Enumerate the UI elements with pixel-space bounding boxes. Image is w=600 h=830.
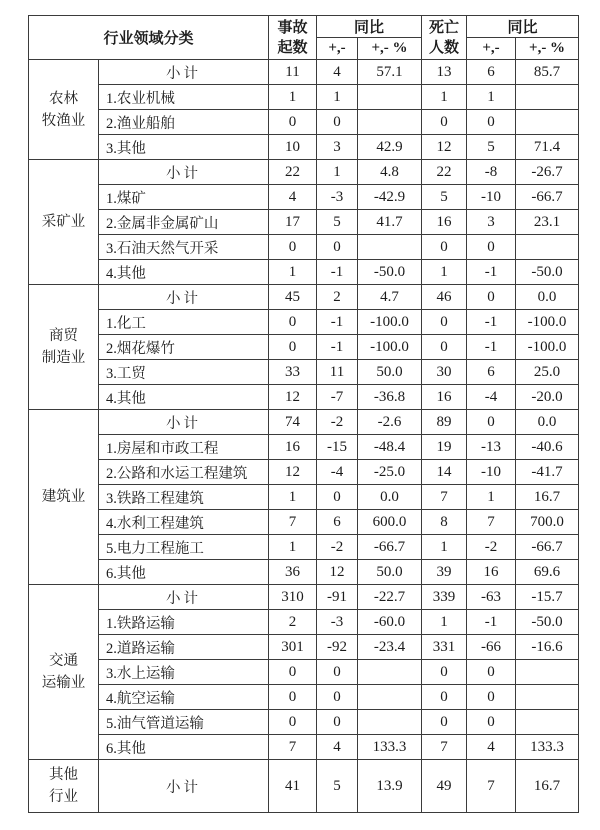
value-cell: 133.3 (516, 735, 579, 760)
value-cell (358, 660, 422, 685)
value-cell: 4.8 (358, 160, 422, 185)
value-cell: 1 (467, 85, 516, 110)
value-cell: 0 (269, 110, 317, 135)
header-accident-count (269, 16, 317, 60)
industry-group-label (29, 160, 99, 285)
industry-group-label-line: 运输业 (41, 675, 86, 691)
subtotal-label: 小计 (99, 285, 269, 310)
value-cell: 85.7 (516, 60, 579, 85)
value-cell: 6 (467, 60, 516, 85)
value-cell: -10 (467, 185, 516, 210)
value-cell: 12 (422, 135, 467, 160)
value-cell: 0 (269, 685, 317, 710)
value-cell: 0 (317, 660, 358, 685)
table-row (29, 235, 579, 260)
header-accidents-change: +,- (317, 38, 358, 60)
value-cell: 0 (467, 235, 516, 260)
value-cell: -63 (467, 585, 516, 610)
value-cell: -23.4 (358, 635, 422, 660)
industry-group-label-line: 制造业 (41, 350, 86, 366)
header-death-count-line1: 死亡 (429, 19, 460, 36)
value-cell: 0 (422, 110, 467, 135)
value-cell: 301 (269, 635, 317, 660)
value-cell: 4 (317, 735, 358, 760)
value-cell: 7 (269, 510, 317, 535)
value-cell: 700.0 (516, 510, 579, 535)
subcategory-label: 2.公路和水运工程建筑 (99, 460, 269, 485)
industry-accident-stats-table (28, 15, 579, 813)
table-row (29, 260, 579, 285)
header-deaths-change: +,- (467, 38, 516, 60)
value-cell: -4 (317, 460, 358, 485)
value-cell: 1 (269, 535, 317, 560)
industry-group-label (29, 760, 99, 813)
industry-group-label-line: 农林 (49, 90, 78, 107)
value-cell: 0.0 (516, 285, 579, 310)
value-cell: -100.0 (516, 310, 579, 335)
value-cell: 5 (422, 185, 467, 210)
value-cell: -41.7 (516, 460, 579, 485)
value-cell: -66.7 (358, 535, 422, 560)
value-cell: 1 (269, 85, 317, 110)
subtotal-label: 小计 (99, 60, 269, 85)
value-cell: -1 (467, 335, 516, 360)
subcategory-label: 3.石油天然气开采 (99, 235, 269, 260)
value-cell: 1 (422, 85, 467, 110)
subcategory-label: 4.其他 (99, 260, 269, 285)
subcategory-label: 6.其他 (99, 735, 269, 760)
value-cell: -50.0 (358, 260, 422, 285)
header-yoy-accidents: 同比 (317, 16, 422, 38)
value-cell: -15.7 (516, 585, 579, 610)
value-cell: 41.7 (358, 210, 422, 235)
table-row (29, 285, 579, 310)
subcategory-label: 1.煤矿 (99, 185, 269, 210)
value-cell: 49 (422, 760, 467, 813)
value-cell: 71.4 (516, 135, 579, 160)
header-death-count (422, 16, 467, 60)
table-row (29, 635, 579, 660)
value-cell: 16.7 (516, 760, 579, 813)
value-cell: 2 (317, 285, 358, 310)
value-cell: -7 (317, 385, 358, 410)
header-accidents-change-pct: +,- % (358, 38, 422, 60)
value-cell: -50.0 (516, 610, 579, 635)
subtotal-label: 小计 (99, 585, 269, 610)
value-cell: 16 (422, 385, 467, 410)
industry-group-label-line: 牧渔业 (41, 112, 86, 129)
value-cell: 50.0 (358, 560, 422, 585)
value-cell: 7 (422, 735, 467, 760)
value-cell: 0.0 (358, 485, 422, 510)
value-cell: 0 (422, 235, 467, 260)
subcategory-label: 5.油气管道运输 (99, 710, 269, 735)
table-row (29, 385, 579, 410)
value-cell: 19 (422, 435, 467, 460)
subcategory-label: 1.房屋和市政工程 (99, 435, 269, 460)
value-cell: 11 (317, 360, 358, 385)
value-cell: 5 (317, 210, 358, 235)
table-row (29, 185, 579, 210)
value-cell: -36.8 (358, 385, 422, 410)
header-death-count-line2: 人数 (429, 39, 460, 56)
value-cell: 36 (269, 560, 317, 585)
industry-group-label-line: 采矿业 (41, 214, 86, 230)
value-cell: 0 (269, 235, 317, 260)
subcategory-label: 1.化工 (99, 310, 269, 335)
value-cell: -2.6 (358, 410, 422, 435)
table-header (29, 16, 579, 60)
value-cell: 3 (467, 210, 516, 235)
value-cell: 4 (467, 735, 516, 760)
industry-group-label-line: 商贸 (49, 328, 78, 344)
value-cell: -40.6 (516, 435, 579, 460)
value-cell: 7 (467, 760, 516, 813)
value-cell: -1 (467, 610, 516, 635)
value-cell: -91 (317, 585, 358, 610)
value-cell: 6 (467, 360, 516, 385)
value-cell: 25.0 (516, 360, 579, 385)
subcategory-label: 3.水上运输 (99, 660, 269, 685)
table-row (29, 60, 579, 85)
value-cell: 4 (269, 185, 317, 210)
value-cell: 0 (467, 660, 516, 685)
value-cell: 0 (269, 310, 317, 335)
value-cell: 0 (317, 685, 358, 710)
value-cell: 5 (467, 135, 516, 160)
value-cell: 3 (317, 135, 358, 160)
value-cell: 12 (269, 460, 317, 485)
table-row (29, 735, 579, 760)
subcategory-label: 6.其他 (99, 560, 269, 585)
table-row (29, 660, 579, 685)
value-cell: 1 (422, 535, 467, 560)
value-cell: 0 (467, 110, 516, 135)
value-cell: 13.9 (358, 760, 422, 813)
value-cell: -100.0 (358, 335, 422, 360)
value-cell: 8 (422, 510, 467, 535)
value-cell: -3 (317, 610, 358, 635)
value-cell: 0 (422, 335, 467, 360)
header-accident-count-line2: 起数 (277, 39, 308, 56)
value-cell: 39 (422, 560, 467, 585)
value-cell: -50.0 (516, 260, 579, 285)
value-cell: -16.6 (516, 635, 579, 660)
header-yoy-deaths: 同比 (467, 16, 579, 38)
value-cell: 89 (422, 410, 467, 435)
value-cell: -48.4 (358, 435, 422, 460)
value-cell (516, 710, 579, 735)
value-cell: 33 (269, 360, 317, 385)
table-row (29, 160, 579, 185)
value-cell: -66.7 (516, 185, 579, 210)
value-cell: 0 (467, 710, 516, 735)
value-cell: 22 (269, 160, 317, 185)
table-row (29, 460, 579, 485)
value-cell: 74 (269, 410, 317, 435)
value-cell: -3 (317, 185, 358, 210)
table-body (29, 60, 579, 813)
value-cell (516, 85, 579, 110)
value-cell: -1 (467, 260, 516, 285)
value-cell: 5 (317, 760, 358, 813)
table-row (29, 360, 579, 385)
value-cell: 0 (467, 285, 516, 310)
value-cell: 6 (317, 510, 358, 535)
table-row (29, 485, 579, 510)
value-cell: -92 (317, 635, 358, 660)
subcategory-label: 1.农业机械 (99, 85, 269, 110)
value-cell: 339 (422, 585, 467, 610)
value-cell (358, 235, 422, 260)
table-row (29, 85, 579, 110)
table-row (29, 210, 579, 235)
subcategory-label: 2.烟花爆竹 (99, 335, 269, 360)
value-cell (516, 685, 579, 710)
table-row (29, 760, 579, 813)
subcategory-label: 4.航空运输 (99, 685, 269, 710)
value-cell (358, 710, 422, 735)
value-cell: 0 (422, 685, 467, 710)
value-cell: -66 (467, 635, 516, 660)
value-cell (358, 110, 422, 135)
value-cell: -2 (467, 535, 516, 560)
subcategory-label: 2.道路运输 (99, 635, 269, 660)
industry-group-label-line: 交通 (49, 653, 78, 669)
value-cell: 0 (467, 410, 516, 435)
value-cell: -100.0 (516, 335, 579, 360)
value-cell: -1 (467, 310, 516, 335)
value-cell: -2 (317, 535, 358, 560)
subcategory-label: 4.其他 (99, 385, 269, 410)
industry-group-label (29, 60, 99, 160)
value-cell: -66.7 (516, 535, 579, 560)
value-cell: 7 (422, 485, 467, 510)
subcategory-label: 2.金属非金属矿山 (99, 210, 269, 235)
value-cell: 2 (269, 610, 317, 635)
value-cell: 0 (269, 660, 317, 685)
value-cell: 0 (467, 685, 516, 710)
value-cell: 0 (422, 660, 467, 685)
industry-group-label-line: 行业 (49, 789, 78, 805)
value-cell: 10 (269, 135, 317, 160)
table-row (29, 535, 579, 560)
value-cell: 1 (467, 485, 516, 510)
value-cell: 16 (269, 435, 317, 460)
value-cell: 41 (269, 760, 317, 813)
value-cell: -42.9 (358, 185, 422, 210)
value-cell: 30 (422, 360, 467, 385)
header-row-1 (29, 16, 579, 38)
value-cell: -8 (467, 160, 516, 185)
value-cell: 1 (317, 160, 358, 185)
value-cell: 69.6 (516, 560, 579, 585)
subcategory-label: 4.水利工程建筑 (99, 510, 269, 535)
value-cell: 16.7 (516, 485, 579, 510)
value-cell: 22 (422, 160, 467, 185)
value-cell: 1 (269, 260, 317, 285)
subcategory-label: 5.电力工程施工 (99, 535, 269, 560)
value-cell (358, 85, 422, 110)
value-cell: -20.0 (516, 385, 579, 410)
subcategory-label: 3.其他 (99, 135, 269, 160)
header-accident-count-line1: 事故 (277, 19, 308, 36)
value-cell: 4.7 (358, 285, 422, 310)
value-cell: 600.0 (358, 510, 422, 535)
value-cell: 11 (269, 60, 317, 85)
value-cell: 7 (269, 735, 317, 760)
table-row (29, 410, 579, 435)
industry-group-label (29, 585, 99, 760)
value-cell: 23.1 (516, 210, 579, 235)
value-cell: 0 (317, 710, 358, 735)
value-cell: 12 (269, 385, 317, 410)
value-cell: -1 (317, 310, 358, 335)
table-row (29, 435, 579, 460)
industry-group-label-line: 其他 (49, 767, 78, 783)
value-cell: 14 (422, 460, 467, 485)
value-cell: 12 (317, 560, 358, 585)
subtotal-label: 小计 (99, 160, 269, 185)
subtotal-label: 小计 (99, 410, 269, 435)
value-cell: 0 (317, 235, 358, 260)
value-cell: -60.0 (358, 610, 422, 635)
value-cell: -15 (317, 435, 358, 460)
subtotal-label: 小计 (99, 760, 269, 813)
value-cell: 45 (269, 285, 317, 310)
table-row (29, 685, 579, 710)
value-cell: 42.9 (358, 135, 422, 160)
table-row (29, 610, 579, 635)
value-cell: 0.0 (516, 410, 579, 435)
industry-group-label (29, 410, 99, 585)
table-row (29, 710, 579, 735)
industry-group-label-line: 建筑业 (41, 489, 86, 505)
value-cell: -1 (317, 335, 358, 360)
value-cell: 50.0 (358, 360, 422, 385)
value-cell (516, 110, 579, 135)
value-cell: 16 (422, 210, 467, 235)
value-cell: 0 (269, 710, 317, 735)
value-cell: 0 (317, 110, 358, 135)
value-cell: 7 (467, 510, 516, 535)
value-cell: 1 (269, 485, 317, 510)
header-industry-category: 行业领域分类 (29, 16, 269, 60)
table-row (29, 110, 579, 135)
subcategory-label: 3.工贸 (99, 360, 269, 385)
subcategory-label: 1.铁路运输 (99, 610, 269, 635)
industry-group-label (29, 285, 99, 410)
value-cell: 1 (317, 85, 358, 110)
value-cell: 0 (317, 485, 358, 510)
value-cell: -1 (317, 260, 358, 285)
value-cell: 1 (422, 260, 467, 285)
table-row (29, 585, 579, 610)
subcategory-label: 2.渔业船舶 (99, 110, 269, 135)
value-cell: -10 (467, 460, 516, 485)
value-cell: 331 (422, 635, 467, 660)
value-cell (516, 235, 579, 260)
value-cell: -2 (317, 410, 358, 435)
value-cell: -26.7 (516, 160, 579, 185)
value-cell: 13 (422, 60, 467, 85)
table-row (29, 335, 579, 360)
table-row (29, 310, 579, 335)
value-cell: 0 (422, 310, 467, 335)
value-cell: -100.0 (358, 310, 422, 335)
value-cell: 17 (269, 210, 317, 235)
value-cell: -13 (467, 435, 516, 460)
header-deaths-change-pct: +,- % (516, 38, 579, 60)
value-cell: 310 (269, 585, 317, 610)
value-cell: 133.3 (358, 735, 422, 760)
value-cell: 1 (422, 610, 467, 635)
value-cell: 4 (317, 60, 358, 85)
value-cell: 0 (422, 710, 467, 735)
subcategory-label: 3.铁路工程建筑 (99, 485, 269, 510)
value-cell: 57.1 (358, 60, 422, 85)
value-cell: -25.0 (358, 460, 422, 485)
value-cell (516, 660, 579, 685)
value-cell (358, 685, 422, 710)
value-cell: 46 (422, 285, 467, 310)
table-row (29, 510, 579, 535)
value-cell: 0 (269, 335, 317, 360)
table-row (29, 560, 579, 585)
value-cell: -22.7 (358, 585, 422, 610)
table-row (29, 135, 579, 160)
value-cell: 16 (467, 560, 516, 585)
value-cell: -4 (467, 385, 516, 410)
